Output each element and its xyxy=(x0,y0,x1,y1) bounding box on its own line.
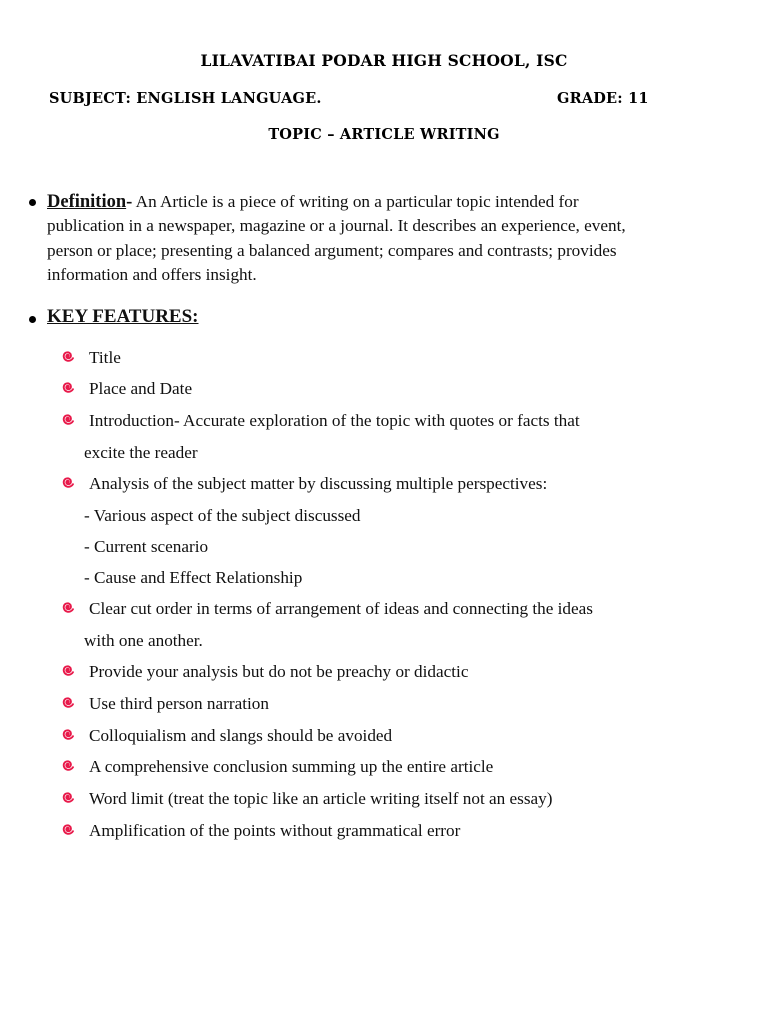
feature-item-title: Title xyxy=(89,348,121,367)
definition-term: Definition xyxy=(47,192,127,212)
feature-item-place-date: Place and Date xyxy=(89,379,193,398)
spiral-icon xyxy=(61,600,75,614)
definition-dash: - xyxy=(126,192,133,212)
feature-item-colloquialism: Colloquialism and slangs should be avoided xyxy=(89,726,393,745)
feature-item-order: Clear cut order in terms of arrangement of ideas and connecting the ideas xyxy=(89,599,593,618)
feature-item-third-person: Use third person narration xyxy=(89,694,269,713)
feature-subitem-current-scenario: - Current scenario xyxy=(84,537,209,556)
grade-label: GRADE: 11 xyxy=(557,90,649,107)
feature-item-analysis-tone: Provide your analysis but do not be preachy or didactic xyxy=(89,662,469,681)
spiral-icon xyxy=(61,412,75,426)
definition-line-3: person or place; presenting a balanced argument; compares and contrasts; provides xyxy=(47,240,617,260)
feature-item-analysis: Analysis of the subject matter by discussing multiple perspectives: xyxy=(89,474,548,493)
definition-line-4: information and offers insight. xyxy=(47,264,257,284)
spiral-icon xyxy=(61,758,75,772)
definition-text: An Article is a piece of writing on a particular topic intended for xyxy=(132,192,579,211)
feature-item-word-limit: Word limit (treat the topic like an article writing itself not an essay) xyxy=(89,789,553,808)
spiral-icon xyxy=(61,695,75,709)
bullet-dot-icon xyxy=(29,316,36,323)
feature-subitem-cause-effect: - Cause and Effect Relationship xyxy=(84,568,303,587)
feature-item-introduction: Introduction- Accurate exploration of the topic with quotes or facts that xyxy=(89,411,580,430)
feature-item-order-cont: with one another. xyxy=(84,631,203,650)
spiral-icon xyxy=(61,380,75,394)
feature-subitem-various-aspects: - Various aspect of the subject discussed xyxy=(84,506,361,525)
bullet-dot-icon xyxy=(29,199,36,206)
feature-item-amplification: Amplification of the points without grammatical error xyxy=(89,821,461,840)
spiral-icon xyxy=(61,475,75,489)
spiral-icon xyxy=(61,727,75,741)
feature-item-introduction-cont: excite the reader xyxy=(84,443,198,462)
school-name: LILAVATIBAI PODAR HIGH SCHOOL, ISC xyxy=(200,51,568,70)
topic-title: TOPIC – ARTICLE WRITING xyxy=(268,126,500,143)
key-features-heading: KEY FEATURES: xyxy=(47,306,199,327)
spiral-icon xyxy=(61,822,75,836)
feature-item-conclusion: A comprehensive conclusion summing up the entire article xyxy=(89,757,494,776)
definition-line-2: publication in a newspaper, magazine or a journal. It describes an experience, event, xyxy=(47,216,626,236)
subject-label: SUBJECT: ENGLISH LANGUAGE. xyxy=(49,90,322,107)
spiral-icon xyxy=(61,790,75,804)
spiral-icon xyxy=(61,349,75,363)
definition-line-1 xyxy=(47,190,727,214)
definition-paragraph xyxy=(47,190,727,287)
spiral-icon xyxy=(61,663,75,677)
